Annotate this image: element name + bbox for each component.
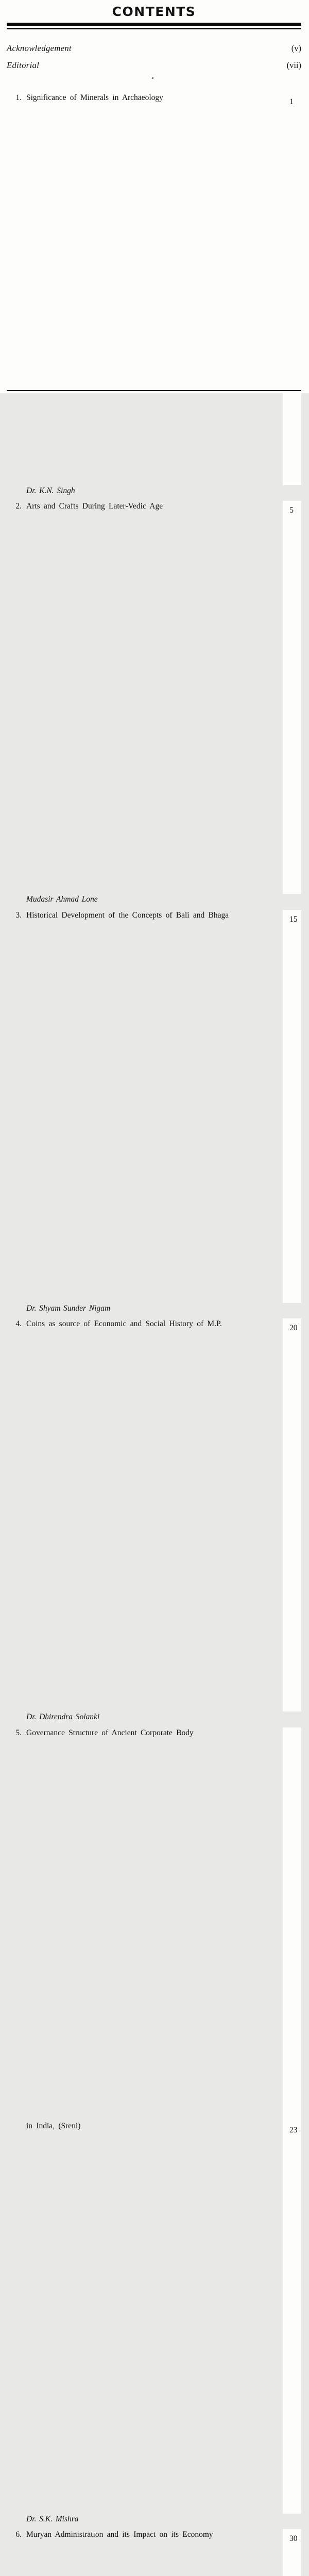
contents-page [0, 0, 309, 393]
toc-entry [7, 501, 301, 905]
entry-title-text: Coins as source of Economic and Social History of M.P. [26, 1318, 283, 1711]
entry-title-line [26, 910, 301, 1303]
entry-title-text: Muryan Administration and its Impact on its Economy [26, 2529, 283, 2576]
entry-title-line [26, 2529, 301, 2576]
entry-number: 6. [7, 2529, 26, 2576]
entry-title-text: Governance Structure of Ancient Corporate Body [26, 1727, 283, 2121]
entry-author: Dr. S.K. Mishra [26, 2514, 301, 2525]
entry-body [26, 910, 301, 1314]
entry-title-text: Historical Development of the Concepts of Bali and Bhaga [26, 910, 283, 1303]
entry-title-line [26, 2121, 301, 2514]
entry-number: 4. [7, 1318, 26, 1723]
entry-title-line [26, 501, 301, 894]
entry-page-number: 1 [283, 92, 301, 485]
bottom-rule [7, 390, 301, 391]
entry-title-text: in India, (Sreni) [26, 2121, 283, 2514]
entry-title-line [26, 1727, 301, 2121]
toc-entry [7, 1727, 301, 2525]
scan-speck [152, 77, 153, 79]
entry-body [26, 501, 301, 905]
entry-title-text: Significance of Minerals in Archaeology [26, 92, 283, 485]
entry-number: 3. [7, 910, 26, 1314]
entry-body [26, 92, 301, 497]
front-matter-label: Editorial [7, 60, 39, 71]
entry-page-number: 30 [283, 2529, 301, 2576]
entry-title-line [26, 1318, 301, 1711]
entry-body [26, 1318, 301, 1723]
front-matter-row [7, 60, 301, 71]
entry-page-number: 15 [283, 910, 301, 1303]
entry-page-number: 5 [283, 501, 301, 894]
entry-author: Dr. K.N. Singh [26, 485, 301, 497]
entry-page-number: 23 [283, 2121, 301, 2514]
entry-page-number: 20 [283, 1318, 301, 1711]
entry-title-line [26, 92, 301, 485]
entry-body [26, 2529, 301, 2576]
entry-number: 2. [7, 501, 26, 905]
front-matter [7, 43, 301, 71]
entry-number: 5. [7, 1727, 26, 2525]
toc-entry [7, 910, 301, 1314]
front-matter-page: (vii) [287, 60, 301, 71]
toc-entry [7, 92, 301, 497]
page-title: CONTENTS [7, 4, 301, 20]
entry-page-number [283, 1727, 301, 2121]
toc-entry [7, 1318, 301, 1723]
front-matter-page: (v) [291, 43, 301, 54]
entry-author: Dr. Dhirendra Solanki [26, 1711, 301, 1723]
entry-title-text: Arts and Crafts During Later-Vedic Age [26, 501, 283, 894]
title-rule-thick [7, 23, 301, 26]
entry-number: 1. [7, 92, 26, 497]
entry-author: Dr. Shyam Sunder Nigam [26, 1303, 301, 1314]
entry-body [26, 1727, 301, 2525]
toc-entries [7, 92, 301, 2576]
front-matter-label: Acknowledgement [7, 43, 72, 54]
title-rule-thin [7, 28, 301, 29]
entry-author: Mudasir Ahmad Lone [26, 894, 301, 905]
toc-entry [7, 2529, 301, 2576]
front-matter-row [7, 43, 301, 54]
